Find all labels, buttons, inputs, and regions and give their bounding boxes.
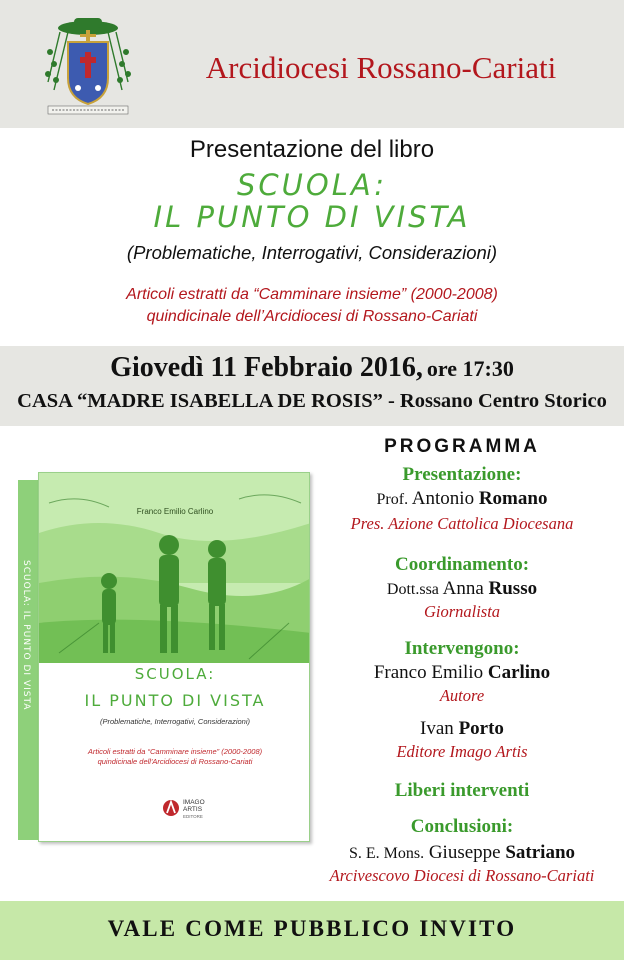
publisher-logo-icon: [163, 797, 179, 819]
intervengono-speaker1: [300, 662, 624, 684]
articles-line1: Articoli estratti da “Camminare insieme” (2000-2008): [126, 286, 498, 303]
presentazione-speaker: [300, 488, 624, 510]
publisher-logo-sub: EDITORE: [183, 814, 203, 819]
diocese-name: Arcidiocesi Rossano-Cariati: [205, 50, 557, 85]
coordinamento-last-name: Russo: [488, 578, 538, 599]
coordinamento-role: Giornalista: [423, 602, 501, 621]
book-cover-subtitle: (Problematiche, Interrogativi, Considerazioni): [99, 717, 251, 726]
conclusioni-first-name: Giuseppe: [428, 842, 501, 863]
liberi-interventi: Liberi interventi: [394, 780, 530, 801]
conclusioni-speaker: [300, 842, 624, 864]
book-spine-text: SCUOLA: IL PUNTO DI VISTA: [21, 560, 31, 711]
coat-of-arms-icon: [40, 12, 136, 120]
speaker1-role: Autore: [439, 686, 485, 705]
presentazione-prefix: Prof.: [376, 491, 409, 508]
event-venue: CASA “MADRE ISABELLA DE ROSIS” - Rossano Centro Storico: [17, 390, 607, 412]
event-date-line: [0, 352, 624, 384]
presentazione-last-name: Romano: [478, 488, 548, 509]
coordinamento-prefix: Dott.ssa: [386, 581, 439, 598]
articles-line2: quindicinale dell’Arcidiocesi di Rossano-Cariati: [146, 308, 478, 325]
presentazione-heading: Presentazione:: [402, 464, 522, 485]
intervengono-heading: Intervengono:: [404, 638, 520, 659]
coordinamento-heading: Coordinamento:: [394, 554, 530, 575]
book-cover: [38, 472, 310, 842]
book-cover-author: Franco Emilio Carlino: [136, 507, 214, 516]
speaker1-first-name: Franco Emilio: [373, 662, 484, 683]
publisher-logo-line1: IMAGO: [183, 799, 205, 806]
speaker1-last-name: Carlino: [487, 662, 551, 683]
presentation-line: Presentazione del libro: [189, 136, 435, 163]
programma-title: PROGRAMMA: [384, 436, 540, 457]
publisher-logo: [163, 793, 223, 823]
presentazione-first-name: Antonio: [411, 488, 475, 509]
conclusioni-prefix: S. E. Mons.: [348, 845, 425, 862]
book-title-line1: SCUOLA:: [236, 168, 387, 202]
book-cover-articles-line1: Articoli estratti da “Camminare insieme” (2000-2008): [87, 747, 263, 756]
speaker2-first-name: Ivan: [420, 718, 454, 739]
conclusioni-role: Arcivescovo Diocesi di Rossano-Cariati: [329, 866, 595, 885]
book-subtitle: (Problematiche, Interrogativi, Considerazioni): [126, 242, 498, 263]
presentazione-role: Pres. Azione Cattolica Diocesana: [350, 514, 574, 533]
publisher-logo-text: [183, 799, 205, 813]
book-cover-articles-line2: quindicinale dell'Arcidiocesi di Rossano-Cariati: [97, 757, 253, 766]
footer-invite: VALE COME PUBBLICO INVITO: [107, 916, 517, 941]
coordinamento-speaker: [300, 578, 624, 600]
publisher-logo-line2: ARTIS: [183, 806, 203, 813]
conclusioni-heading: Conclusioni:: [410, 816, 514, 837]
coordinamento-first-name: Anna: [442, 578, 484, 599]
landscape-illustration-icon: [39, 473, 310, 663]
book-cover-title-line2: IL PUNTO DI VISTA: [84, 691, 266, 710]
speaker2-last-name: Porto: [458, 718, 504, 739]
intervengono-speaker2: [300, 718, 624, 740]
book-spine: [18, 480, 38, 840]
book-title-line2: IL PUNTO DI VISTA: [153, 200, 471, 234]
book-cover-image: [18, 472, 310, 842]
speaker2-role: Editore Imago Artis: [396, 742, 528, 761]
book-cover-title-line1: SCUOLA:: [134, 665, 216, 683]
conclusioni-last-name: Satriano: [505, 842, 576, 863]
event-time: ore 17:30: [426, 356, 514, 381]
event-date: Giovedì 11 Febbraio 2016,: [110, 352, 423, 383]
